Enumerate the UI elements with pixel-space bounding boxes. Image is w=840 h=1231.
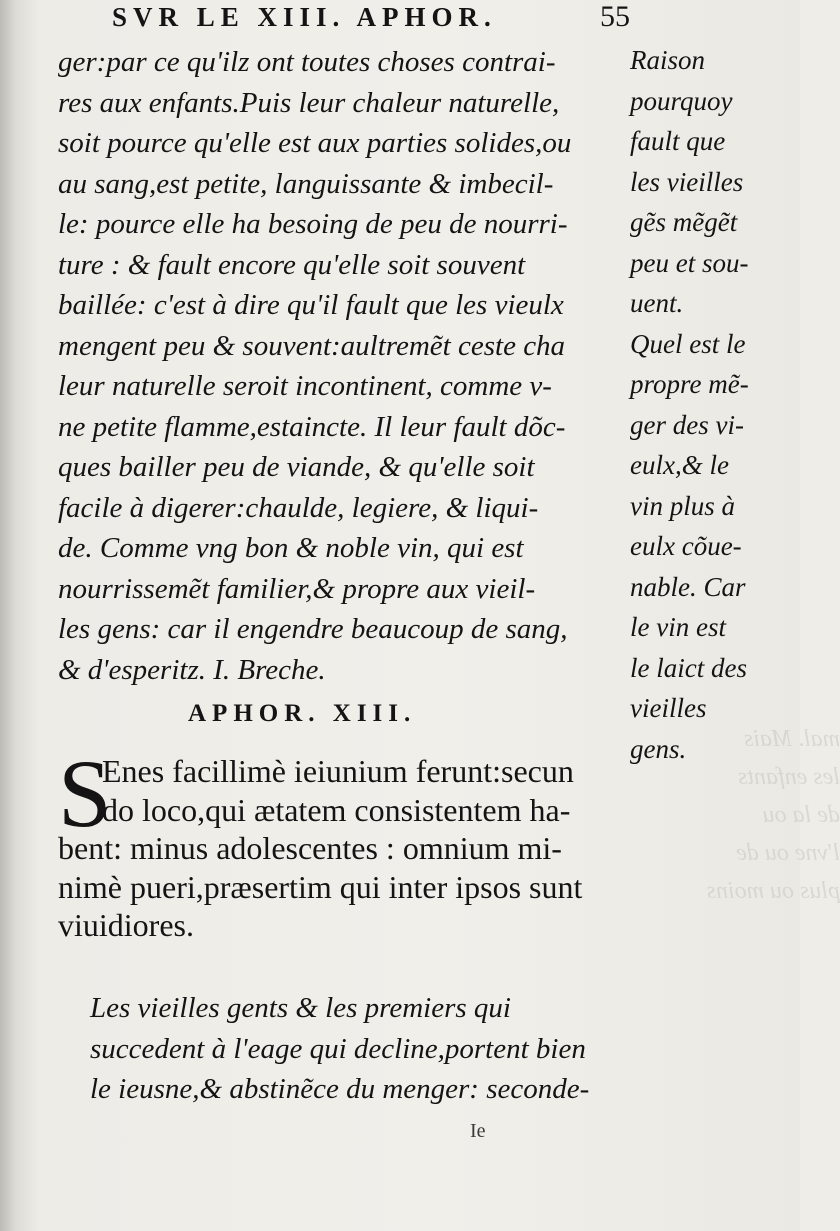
aphorism-latin-block: [58, 740, 643, 945]
latin-line: Enes facillimè ieiunium ferunt:secun: [102, 753, 574, 789]
margin-note-line: peu et sou-: [630, 247, 749, 278]
page-number: 55: [600, 0, 630, 33]
marginal-notes: [630, 40, 800, 769]
commentary-line: ne petite flamme,estaincte. Il leur fault dõc-: [58, 410, 566, 443]
running-header: SVR LE XIII. APHOR.: [112, 2, 497, 32]
margin-note-line: les vieilles: [630, 166, 744, 197]
margin-note-line: le vin est: [630, 612, 726, 642]
commentary-line: de. Comme vng bon & noble vin, qui est: [58, 532, 524, 564]
commentary-line: ture : & fault encore qu'elle soit souvent: [58, 248, 526, 281]
commentary-line: res aux enfants.Puis leur chaleur naturelle,: [58, 86, 560, 119]
commentary-line: le: pource elle ha besoing de peu de nourri-: [58, 208, 568, 240]
commentary-line: ger:par ce qu'ilz ont toutes choses contrai-: [58, 46, 556, 78]
margin-note-line: nable. Car: [630, 571, 746, 602]
commentary-line: soit pource qu'elle est aux parties solides,ou: [58, 127, 572, 159]
commentary-line: au sang,est petite, languissante & imbecil-: [58, 167, 554, 200]
margin-note-line: vin plus à: [630, 490, 735, 521]
latin-line: do loco,qui ætatem consistentem ha-: [102, 791, 571, 828]
latin-line: nimè pueri,præsertim qui inter ipsos sunt: [58, 868, 583, 905]
translation-line: succedent à l'eage qui decline,portent bien: [90, 1032, 586, 1065]
commentary-line: & d'esperitz. I. Breche.: [58, 653, 326, 686]
margin-note-line: uent.: [630, 288, 684, 318]
margin-note-line: pourquoy: [630, 85, 733, 116]
margin-note-line: Raison: [630, 45, 706, 75]
translation-line: Les vieilles gents & les premiers qui: [90, 992, 511, 1024]
aphorism-heading: APHOR. XIII.: [188, 700, 417, 727]
commentary-line: baillée: c'est à dire qu'il fault que les vieulx: [58, 289, 564, 321]
commentary-line: mengent peu & souvent:aultremẽt ceste cha: [58, 329, 566, 362]
margin-note-line: Quel est le: [630, 328, 746, 359]
commentary-line: ques bailler peu de viande, & qu'elle soit: [58, 451, 535, 483]
latin-line: viuidiores.: [58, 907, 194, 943]
margin-note-line: eulx cõue-: [630, 531, 742, 561]
commentary-block: [58, 42, 643, 690]
margin-note-line: le laict des: [630, 652, 747, 683]
margin-note-line: ger des vi-: [630, 409, 744, 440]
commentary-line: leur naturelle seroit incontinent, comme v-: [58, 370, 552, 402]
commentary-line: les gens: car il engendre beaucoup de sang,: [58, 613, 568, 645]
commentary-line: facile à digerer:chaulde, legiere, & liqui-: [58, 491, 539, 524]
bleed-through-shadow: mal. Mais les enfants de la ou l'vne ou de plus ou moins: [706, 726, 840, 904]
signature-mark: Ie: [470, 1120, 486, 1142]
margin-note-line: propre mẽ-: [630, 369, 749, 399]
drop-cap: S: [58, 740, 112, 847]
translation-block: [90, 988, 645, 1110]
margin-note-line: gens.: [630, 733, 687, 764]
latin-line: bent: minus adolescentes : omnium mi-: [58, 830, 562, 866]
margin-note-line: fault que: [630, 126, 726, 156]
translation-line: le ieusne,& abstinẽce du menger: seconde-: [90, 1073, 590, 1105]
margin-note-line: gẽs mẽgẽt: [630, 207, 738, 237]
margin-note-line: vieilles: [630, 693, 707, 723]
commentary-line: nourrissemẽt familier,& propre aux vieil-: [58, 572, 536, 605]
margin-note-line: eulx,& le: [630, 450, 729, 480]
